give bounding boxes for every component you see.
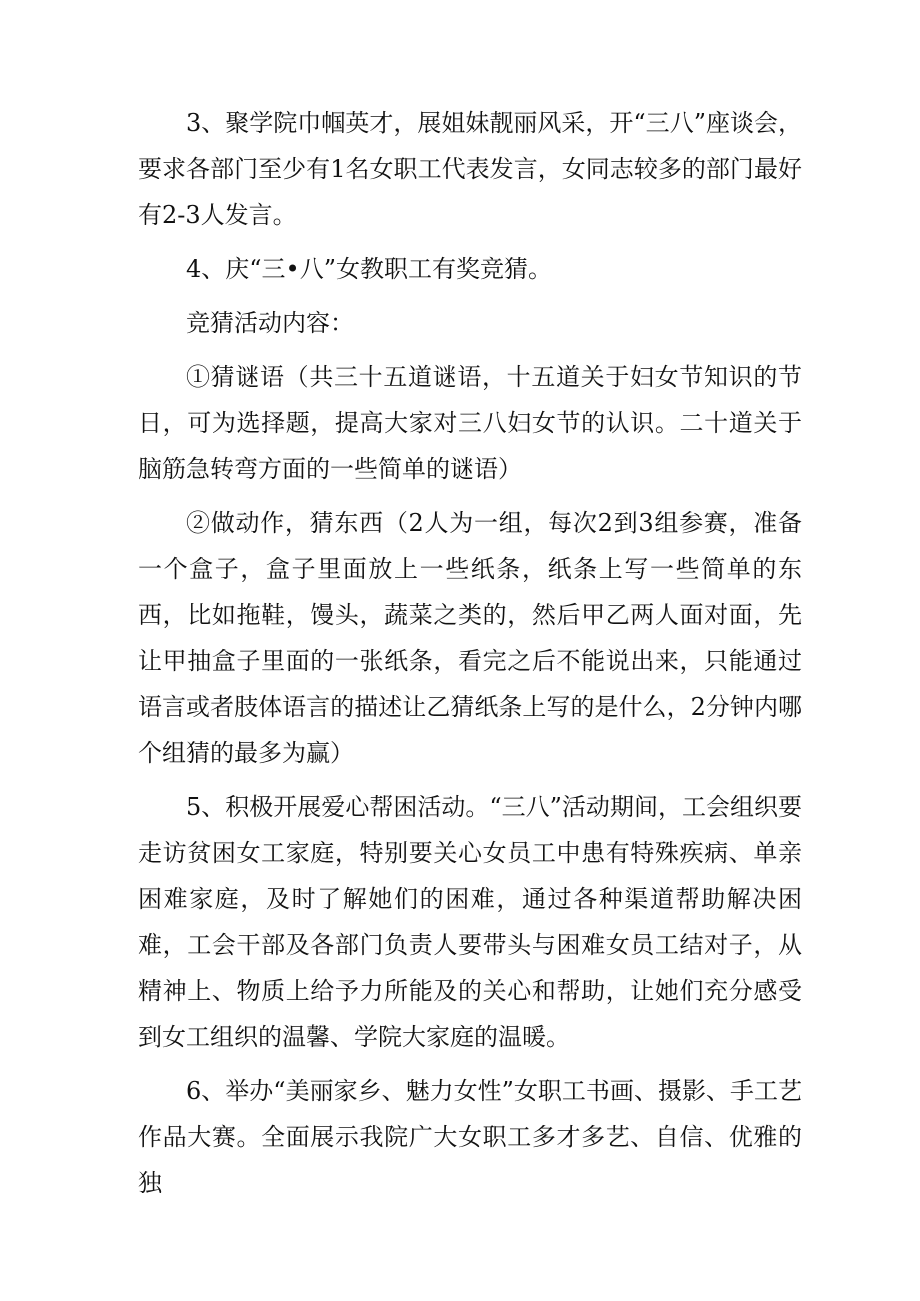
paragraph-3-forum: 3、聚学院巾帼英才，展姐妹靓丽风采，开“三八”座谈会，要求各部门至少有1名女职工代表发言，女同志较多的部门最好有2-3人发言。 [138, 109, 802, 229]
paragraph-quiz-content-heading: 竞猜活动内容： [186, 309, 354, 337]
paragraph-riddles: ①猜谜语（共三十五道谜语，十五道关于妇女节知识的节日，可为选择题，提高大家对三八妇女节的认识。二十道关于脑筋急转弯方面的一些简单的谜语） [138, 363, 802, 483]
paragraph-6-contest: 6、举办“美丽家乡、魅力女性”女职工书画、摄影、手工艺作品大赛。全面展示我院广大女职工多才多艺、自信、优雅的独 [138, 1077, 802, 1197]
paragraph-5-assistance: 5、积极开展爱心帮困活动。“三八”活动期间，工会组织要走访贫困女工家庭，特别要关心女员工中患有特殊疾病、单亲困难家庭，及时了解她们的困难，通过各种渠道帮助解决困难，工会干部及各部门负责人要带头与困难女员工结对子，从精神上、物质上给予力所能及的关心和帮助，让她们充分感受到女工组织的温馨、学院大家庭的温暖。 [138, 793, 802, 1051]
paragraph-charades: ②做动作，猜东西（2人为一组，每次2到3组参赛，准备一个盒子，盒子里面放上一些纸条，纸条上写一些简单的东西，比如拖鞋，馒头，蔬菜之类的，然后甲乙两人面对面，先让甲抽盒子里面的一张纸条，看完之后不能说出来，只能通过语言或者肢体语言的描述让乙猜纸条上写的是什么，2分钟内哪个组猜的最多为赢） [138, 509, 802, 767]
document-body [138, 100, 802, 1214]
paragraph-4-quiz: 4、庆“三•八”女教职工有奖竞猜。 [186, 255, 552, 283]
